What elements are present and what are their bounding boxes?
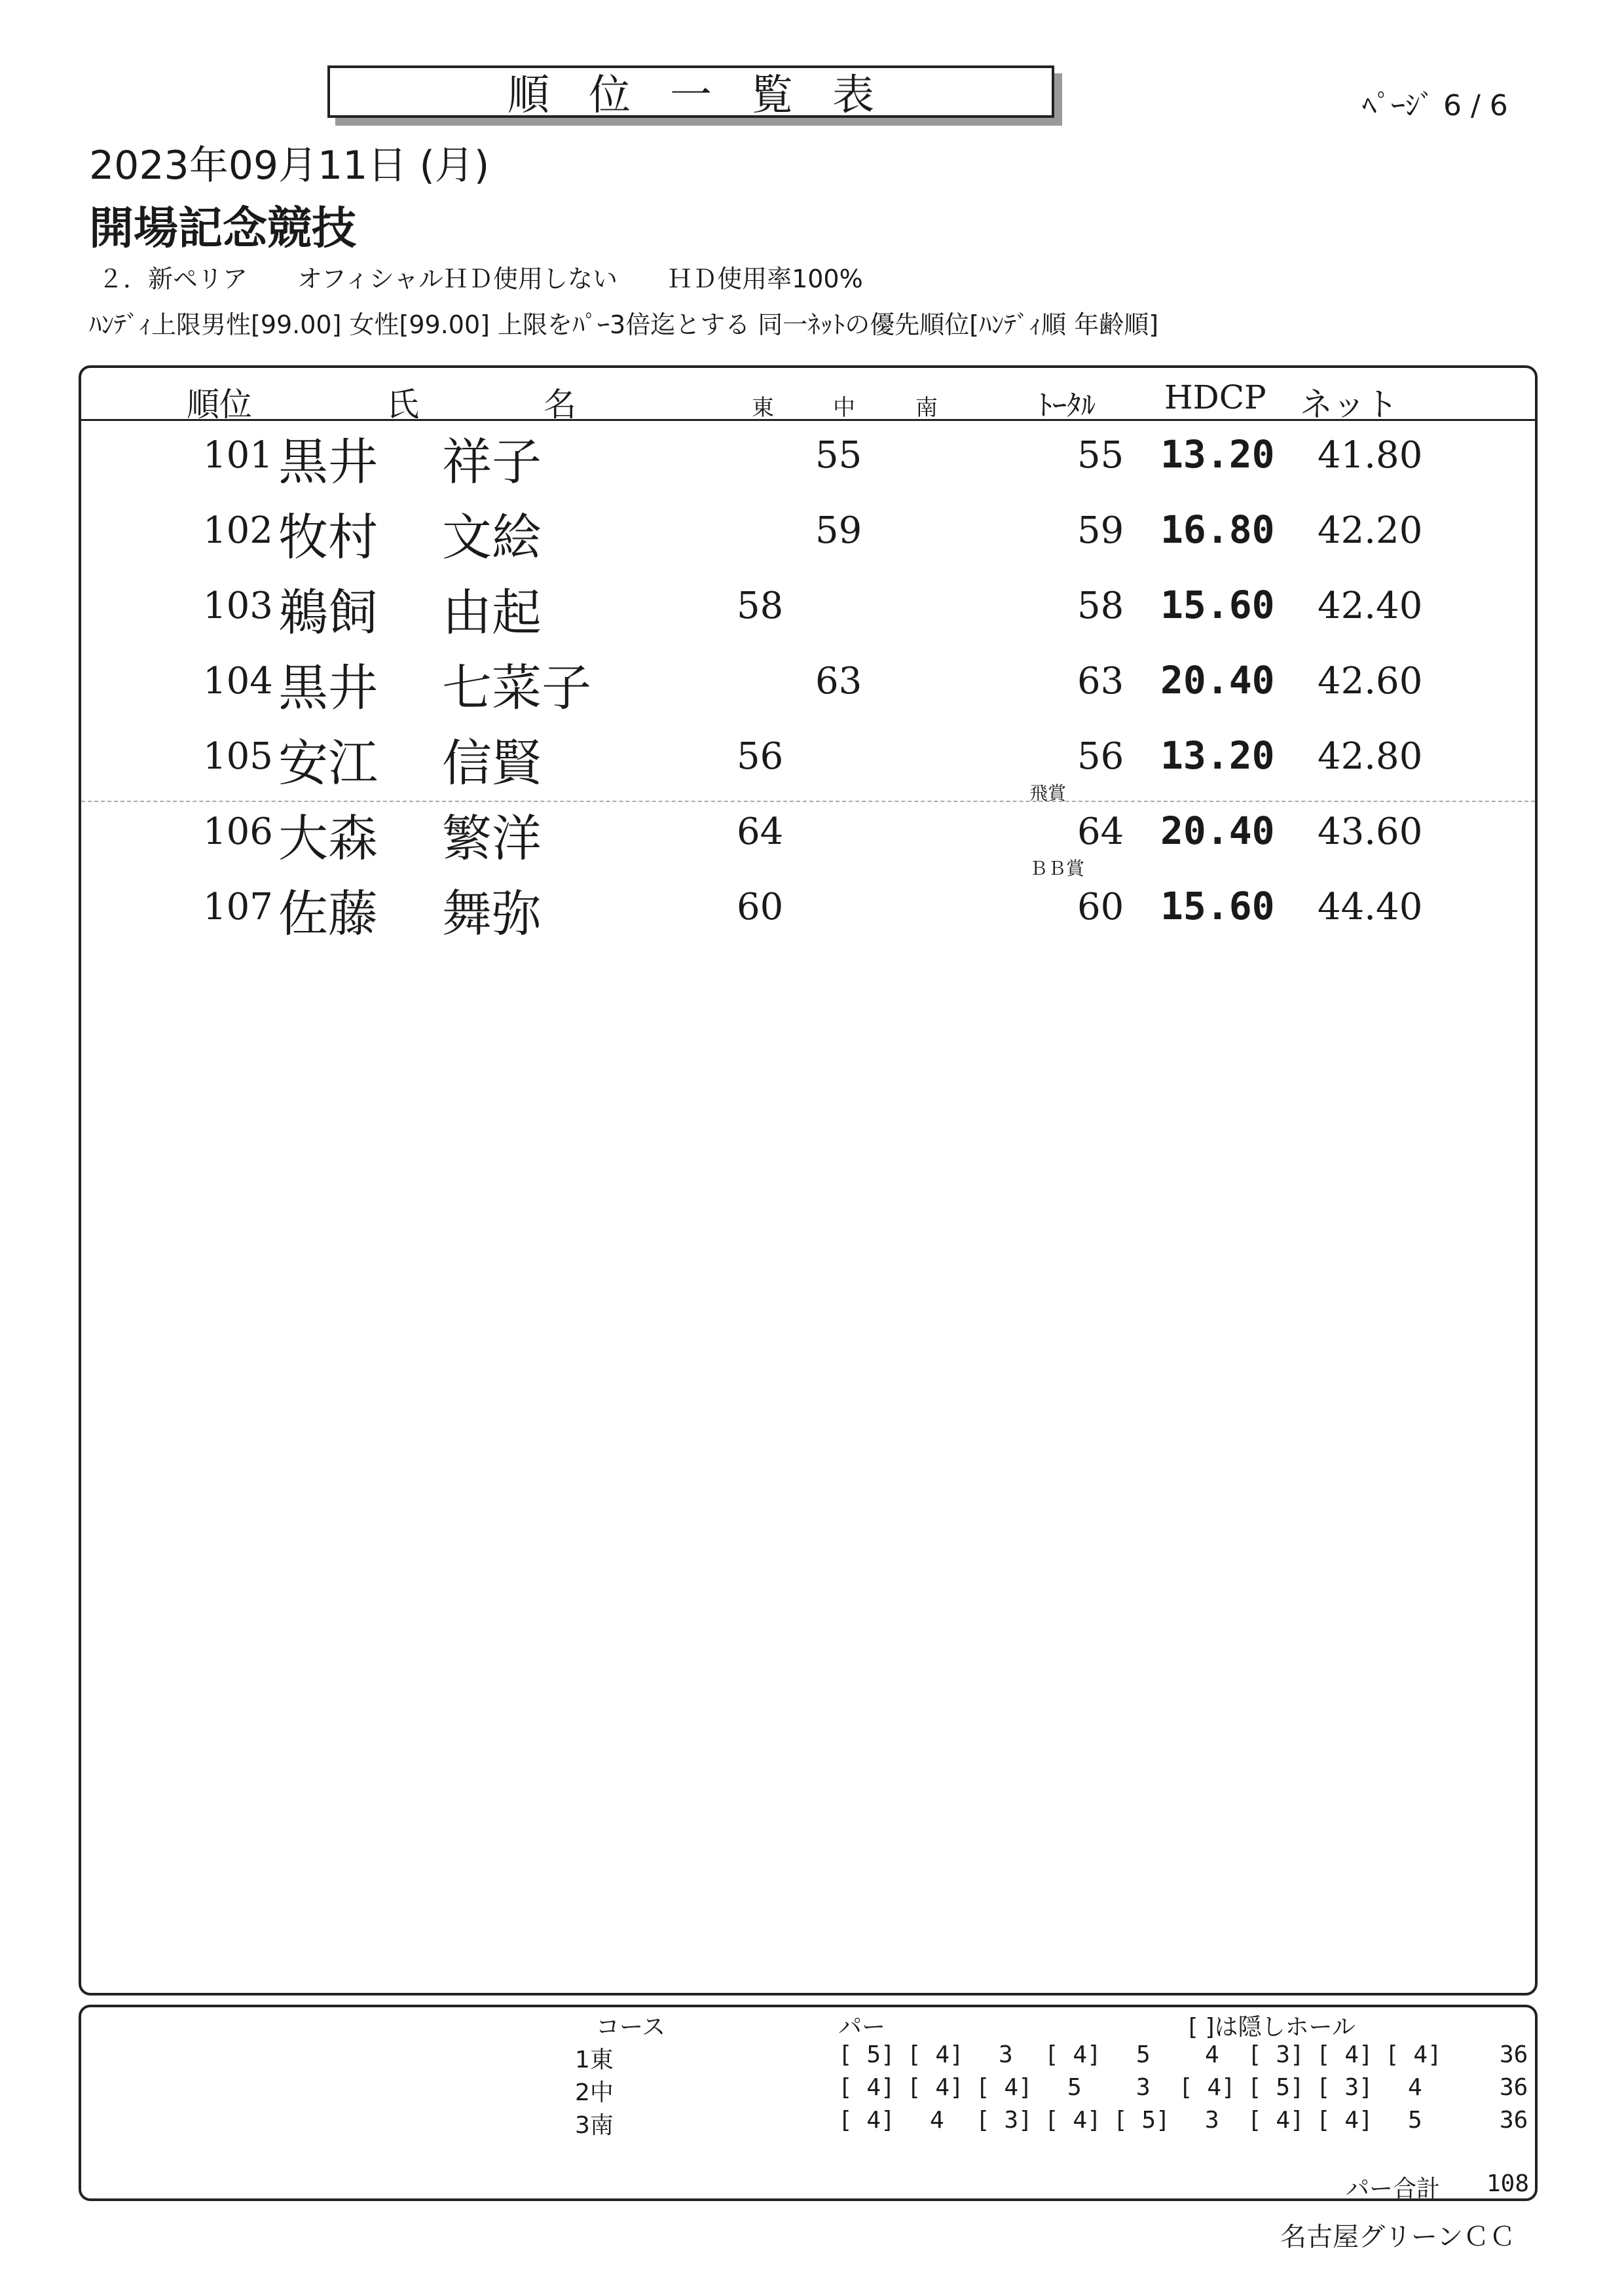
hole-par: 4	[1205, 2041, 1219, 2068]
col-east: 東	[752, 395, 774, 421]
hole-par: [ 4]	[1247, 2107, 1304, 2134]
hole-par: [ 4]	[1316, 2041, 1373, 2068]
course-par-sum: 36	[1500, 2041, 1528, 2068]
row-net: 43.60	[1318, 811, 1423, 853]
par-label: パー	[838, 2014, 886, 2041]
row-given-name: 舞弥	[442, 884, 542, 943]
hole-par: 4	[1408, 2074, 1422, 2101]
par-total-label: パー合計	[1346, 2176, 1441, 2202]
page-number: ﾍﾟｰｼﾞ 6 / 6	[1362, 89, 1508, 122]
col-hdcp: HDCP	[1164, 378, 1266, 416]
row-middle: 63	[815, 660, 862, 702]
hole-par: 5	[1408, 2107, 1422, 2134]
row-given-name: 由起	[442, 583, 542, 642]
conditions-line-1: ２．新ペリア オフィシャルＨＤ使用しない ＨＤ使用率100%	[98, 264, 863, 293]
row-total: 60	[1077, 886, 1124, 928]
course-par-sum: 36	[1500, 2074, 1528, 2101]
row-net: 42.80	[1318, 735, 1423, 778]
course-par-sum: 36	[1500, 2107, 1528, 2134]
row-given-name: 祥子	[442, 433, 542, 491]
hole-par: [ 5]	[1247, 2074, 1304, 2101]
row-family-name: 大森	[278, 809, 378, 867]
row-east: 56	[737, 735, 784, 778]
row-total: 58	[1077, 585, 1124, 627]
col-total: ﾄｰﾀﾙ	[1038, 389, 1096, 422]
hole-par: [ 4]	[976, 2074, 1033, 2101]
row-total: 56	[1077, 735, 1124, 778]
hole-par: [ 4]	[907, 2041, 964, 2068]
row-total: 63	[1077, 660, 1124, 702]
row-family-name: 安江	[278, 734, 378, 792]
hole-par: 3	[999, 2041, 1013, 2068]
row-hdcp: 13.20	[1160, 733, 1275, 778]
hole-par: [ 4]	[907, 2074, 964, 2101]
row-rank: 102	[203, 509, 273, 552]
col-given-name: 名	[544, 386, 576, 424]
page-title: 順位一覧表	[327, 65, 1054, 118]
row-award-note: 飛賞	[1029, 782, 1067, 804]
hidden-hole-label: [ ]は隠しホール	[1189, 2014, 1356, 2041]
hole-par: [ 4]	[1044, 2041, 1101, 2068]
row-rank: 106	[203, 811, 273, 853]
row-total: 59	[1077, 509, 1124, 552]
hole-par: [ 4]	[1044, 2107, 1101, 2134]
row-hdcp: 20.40	[1160, 658, 1275, 702]
row-east: 64	[737, 811, 784, 853]
row-net: 42.60	[1318, 660, 1423, 702]
row-net: 44.40	[1318, 886, 1423, 928]
row-given-name: 繁洋	[442, 809, 542, 867]
col-rank: 順位	[187, 386, 252, 424]
col-middle: 中	[833, 395, 855, 421]
hole-par: 3	[1136, 2074, 1151, 2101]
hole-par: 5	[1136, 2041, 1151, 2068]
row-middle: 59	[815, 509, 862, 552]
hole-par: [ 4]	[1316, 2107, 1373, 2134]
conditions-line-2: ﾊﾝﾃﾞｨ上限男性[99.00] 女性[99.00] 上限をﾊﾟｰ3倍迄とする 同一ﾈｯﾄの優先順位[ﾊﾝﾃﾞｨ順 年齢順]	[89, 310, 1159, 339]
row-rank: 107	[203, 886, 273, 928]
row-middle: 55	[815, 434, 862, 477]
row-hdcp: 15.60	[1160, 884, 1275, 928]
course-name: 1東	[575, 2047, 614, 2073]
hole-par: [ 4]	[838, 2074, 895, 2101]
hole-par: [ 4]	[1179, 2074, 1236, 2101]
row-net: 42.20	[1318, 509, 1423, 552]
hole-par: 4	[930, 2107, 944, 2134]
row-east: 58	[737, 585, 784, 627]
course-label: コース	[596, 2014, 666, 2041]
hole-par: [ 4]	[838, 2107, 895, 2134]
row-family-name: 牧村	[278, 508, 378, 566]
row-net: 41.80	[1318, 434, 1423, 477]
row-family-name: 黒井	[278, 659, 378, 717]
course-name: 2中	[575, 2079, 614, 2106]
row-given-name: 文絵	[442, 508, 542, 566]
hole-par: [ 5]	[838, 2041, 895, 2068]
col-net: ネット	[1300, 386, 1398, 424]
competition-name: 開場記念競技	[89, 203, 357, 255]
row-award-note: ＢＢ賞	[1029, 858, 1085, 879]
row-family-name: 黒井	[278, 433, 378, 491]
row-hdcp: 16.80	[1160, 507, 1275, 552]
row-given-name: 信賢	[442, 734, 542, 792]
row-family-name: 佐藤	[278, 884, 378, 943]
course-name: 3南	[575, 2112, 614, 2139]
club-name: 名古屋グリーンＣＣ	[1280, 2222, 1516, 2252]
hole-par: [ 3]	[1247, 2041, 1304, 2068]
row-rank: 105	[203, 735, 273, 778]
row-total: 55	[1077, 434, 1124, 477]
hole-par: 5	[1067, 2074, 1082, 2101]
row-hdcp: 20.40	[1160, 809, 1275, 853]
hole-par: [ 3]	[976, 2107, 1033, 2134]
row-east: 60	[737, 886, 784, 928]
row-hdcp: 13.20	[1160, 432, 1275, 477]
hole-par: [ 4]	[1385, 2041, 1442, 2068]
row-total: 64	[1077, 811, 1124, 853]
col-family-name: 氏	[386, 386, 419, 424]
row-family-name: 鵜飼	[278, 583, 378, 642]
hole-par: [ 3]	[1316, 2074, 1373, 2101]
row-rank: 101	[203, 434, 273, 477]
row-rank: 104	[203, 660, 273, 702]
event-date: 2023年09月11日 (月)	[89, 143, 490, 189]
hole-par: [ 5]	[1113, 2107, 1170, 2134]
row-net: 42.40	[1318, 585, 1423, 627]
col-south: 南	[915, 395, 938, 421]
row-rank: 103	[203, 585, 273, 627]
hole-par: 3	[1205, 2107, 1219, 2134]
row-given-name: 七菜子	[442, 659, 591, 717]
row-hdcp: 15.60	[1160, 583, 1275, 627]
par-total: 108	[1486, 2170, 1530, 2197]
